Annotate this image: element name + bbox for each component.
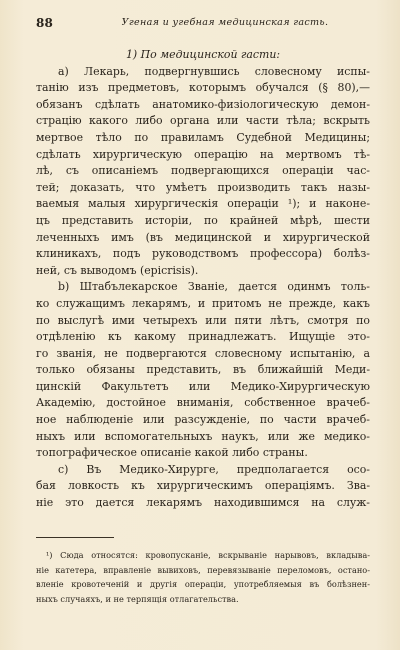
paragraph-b-line: Академію, достойное вниманія, собственное врачеб-: [36, 396, 370, 410]
paragraph-a-line: танію изъ предметовъ, которымъ обучался (§ 80),—: [36, 81, 370, 95]
paragraph-b-line: ное наблюденіе или разсужденіе, по части врачеб-: [36, 413, 370, 427]
paragraph-b-line: по выслугѣ ими четырехъ или пяти лѣтъ, смотря по: [36, 313, 370, 327]
paragraph-b-line: отдѣленію къ какому принадлежатъ. Ищущіе это-: [36, 330, 370, 344]
footnote-line: ныхъ случаяхъ, и не терпящія отлагательства.: [36, 593, 239, 604]
paragraph-b-line: только обязаны представить, въ ближайшій Меди-: [36, 363, 370, 377]
paragraph-c-line: ніе это дается лекарямъ находившимся на служ-: [36, 496, 370, 510]
paragraph-a-line: тей; доказать, что умѣетъ производить такъ назы-: [36, 180, 370, 194]
paragraph-a-line: сдѣлать хирургическую операцію на мертвомъ тѣ-: [36, 147, 370, 161]
section-title: 1) По медицинской гасти:: [125, 48, 281, 61]
paragraph-c-line: бая ловкость къ хирургическимъ операціямъ. Зва-: [36, 479, 370, 493]
paragraph-a-line: лѣ, съ описаніемъ подвергающихся операціи час-: [36, 164, 370, 178]
paragraph-b-line: цинскій Факультетъ или Медико-Хирургическую: [36, 379, 370, 393]
paragraph-a-line: а) Лекарь, подвергнувшись словесному испы-: [58, 64, 370, 78]
footnote-line: вленіе кровотеченій и другія операціи, употребляемыя въ болѣзнен-: [36, 579, 370, 590]
running-head: Угеная и угебная медицинская гасть.: [121, 17, 329, 28]
paragraph-b-line: b) Штабълекарское Званіе, дается одинмъ толь-: [58, 280, 370, 294]
paragraph-a-line: мертвое тѣло по правиламъ Судебной Медицины;: [36, 130, 370, 144]
paragraph-a-line: обязанъ сдѣлать анатомико-физіологическую демон-: [36, 97, 370, 111]
paragraph-b-line: ко служащимъ лекарямъ, и притомъ не прежде, какъ: [36, 296, 370, 310]
footnote-divider: [36, 537, 114, 538]
paragraph-a-line: ваемыя малыя хирургическія операціи ¹); и наконе-: [36, 197, 370, 211]
footnote-line: ніе катетера, вправленіе вывиховъ, перевязываніе переломовъ, остано-: [36, 564, 370, 575]
paragraph-c-line: c) Въ Медико-Хирурге, предполагается осо-: [58, 462, 370, 476]
paragraph-b-line: ныхъ или вспомогательныхъ наукъ, или же медико-: [36, 429, 370, 443]
footnote: [36, 548, 370, 606]
paragraph-a-line: цъ представить исторіи, по крайней мѣрѣ, шести: [36, 213, 370, 227]
body-text: [36, 47, 370, 512]
footnote-line: ¹) Сюда относятся: кровопусканіе, вскрываніе нарывовъ, вкладыва-: [46, 550, 370, 560]
paragraph-a-line: страцію какого либо органа или части тѣла; вскрыть: [36, 114, 370, 128]
paragraph-a-line: клиникахъ, подъ руководствомъ профессора) болѣз-: [36, 247, 370, 261]
paragraph-a-line: ней, съ выводомъ (epicrisis).: [36, 263, 199, 277]
paragraph-b-line: го званія, не подвергаются словесному испытанію, а: [36, 346, 370, 360]
paragraph-a-line: леченныхъ имъ (въ медицинской и хирургической: [36, 230, 370, 244]
page-header: [36, 16, 370, 32]
page-number: 88: [36, 16, 54, 30]
paragraph-b-line: топографическое описаніе какой либо страны.: [36, 446, 308, 460]
